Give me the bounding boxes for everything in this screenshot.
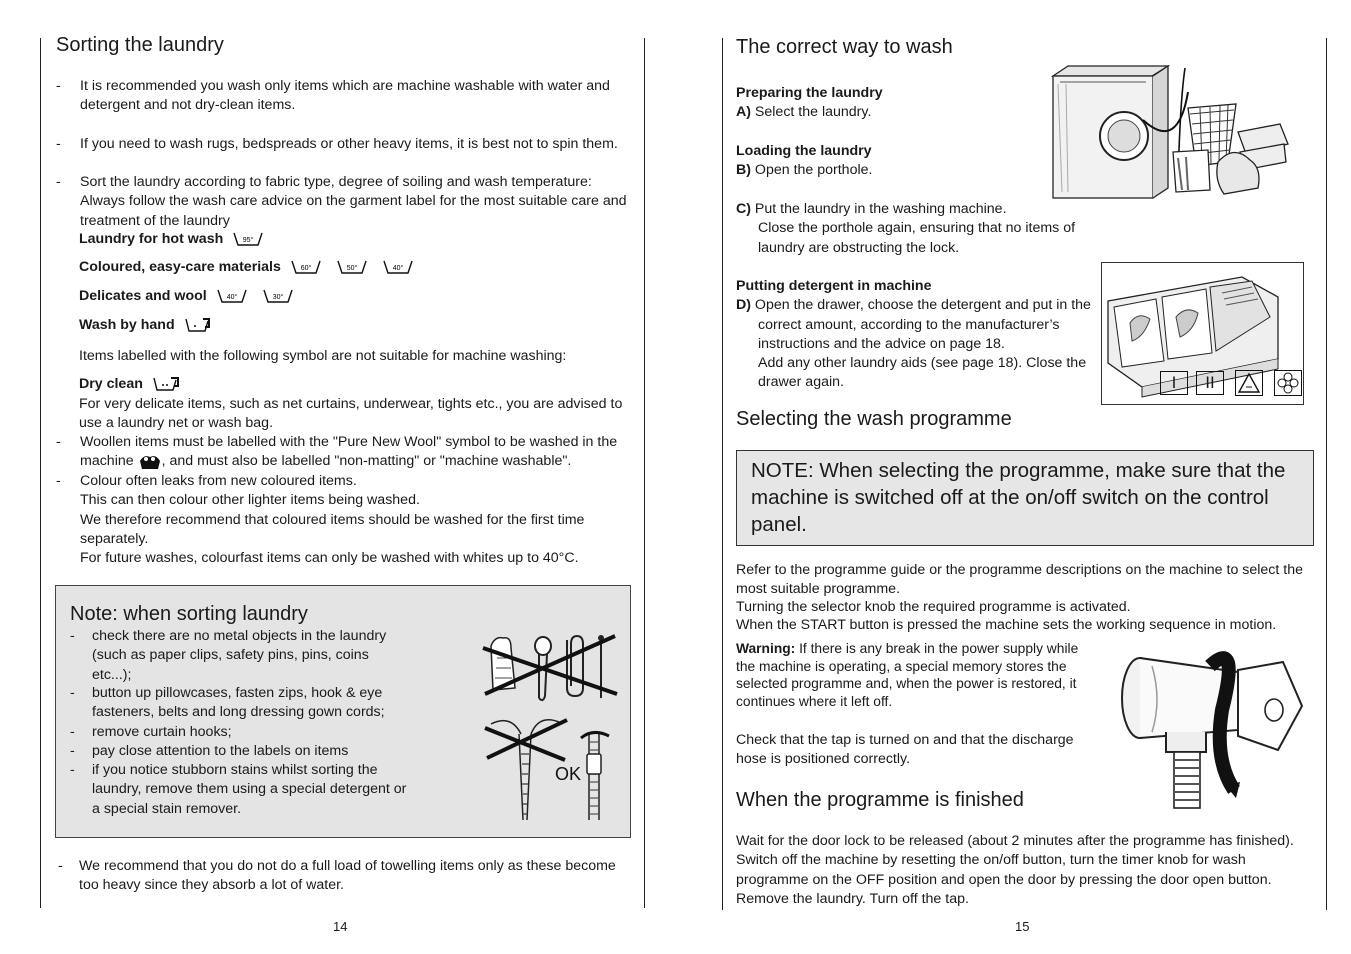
- wash-tub-50-icon: [337, 259, 367, 275]
- right-page-rule: [1326, 38, 1327, 910]
- loading-block: Loading the laundry B) Open the porthole.: [736, 142, 1056, 181]
- detergent-drawer-figure: [1101, 262, 1304, 405]
- tap-text: Check that the tap is turned on and that the discharge hose is positioned correctly.: [736, 732, 1074, 768]
- bleach-triangle-icon: [1235, 370, 1263, 396]
- svg-text:40°: 40°: [392, 265, 404, 273]
- svg-text:95°: 95°: [242, 237, 254, 245]
- ok-label: OK: [555, 764, 582, 784]
- delicates-label: Delicates and wool: [79, 288, 207, 304]
- finished-text: Wait for the door lock to be released (about 2 minutes after the programme has finished). Switch off the machine by resetting the on/off button, turn the timer knob for wash programme on the OFF position and open the door by pressing the door open button. Remove the laundry. Turn off the tap.: [736, 833, 1294, 907]
- wash-tub-30-icon: [263, 288, 293, 304]
- dry-clean-text: For very delicate items, such as net curtains, underwear, tights etc., you are advised to use a laundry net or wash bag.: [79, 396, 623, 432]
- wash-tub-95-icon: [233, 231, 263, 247]
- coloured-label: Coloured, easy-care materials: [79, 259, 281, 275]
- water-tap-illustration: [1118, 640, 1308, 815]
- wool-text-2: , and must also be labelled "non-matting" or "machine washable".: [161, 453, 572, 470]
- preparing-block: Preparing the laundry A) Select the laundry.: [736, 84, 1056, 123]
- hand-wash-icon: [185, 317, 211, 333]
- right-margin-rule: [722, 38, 723, 910]
- unsuitable-text: Items labelled with the following symbol are not suitable for machine washing:: [79, 348, 567, 364]
- detergent-block: Putting detergent in machine D) Open the drawer, choose the detergent and put in the correct amount, according to the manufacturer’s instructions and the advice on page 18. Add any other laundry aids (see page 18). Close the drawer again.: [736, 278, 1091, 391]
- programme-note-box: NOTE: When selecting the programme, make sure that the machine is switched off at the on/off switch on the control panel.: [736, 450, 1314, 546]
- washing-machine-illustration: [1048, 62, 1293, 202]
- wash-tub-40-icon: [383, 259, 413, 275]
- detergent-heading: Putting detergent in machine: [736, 278, 932, 294]
- step-c-block: C) Put the laundry in the washing machine. Close the porthole again, ensuring that no items of laundry are obstructing the lock.: [736, 201, 1076, 256]
- programme-instructions: [736, 561, 1311, 635]
- metal-objects-crossed-illustration: [481, 628, 621, 708]
- colour-line-1: Colour often leaks from new coloured items.: [80, 473, 357, 489]
- warning-text: Warning: If there is any break in the power supply while the machine is operating, a special memory stores the selected programme and, when the power is restored, it continues where it left off.: [736, 641, 1079, 710]
- svg-text:30°: 30°: [272, 294, 283, 302]
- sorting-note-box: Note: when sorting laundry - check there are no metal objects in the laundry (such as paper clips, safety pins, pins, coins etc...); - button up pillowcases, fasten zips, hook & eye fasteners, belts and long dressing gown cords; - remove curtain hooks; - pay close attention to the labels on items - if you notice stubborn stains whilst sorting the laundry, remove them using a special detergent or a special stain remover. OK: [55, 585, 631, 838]
- dry-clean-label: Dry clean: [79, 376, 143, 392]
- wool-text-1: Woollen items must be labelled with the "Pure New Wool" symbol to be washed in the machine: [80, 434, 618, 470]
- wash-tub-60-icon: [291, 259, 321, 275]
- wool-machine-wash-icon: [138, 453, 162, 471]
- svg-text:60°: 60°: [300, 265, 312, 273]
- coloured-row: [79, 259, 413, 279]
- hot-wash-row: [79, 231, 263, 251]
- hand-wash-label: Wash by hand: [79, 317, 175, 333]
- colour-line-4: For future washes, colourfast items can only be washed with whites up to 40°C.: [80, 550, 579, 567]
- loading-heading: Loading the laundry: [736, 143, 872, 159]
- start-text: When the START button is pressed the machine sets the working sequence in motion.: [736, 616, 1277, 633]
- colour-line-3: We therefore recommend that coloured items should be washed for the first time separately.: [80, 511, 585, 547]
- drawer-compartment-label-1: I: [1160, 371, 1188, 395]
- right-page-title: The correct way to wash: [736, 36, 953, 58]
- svg-text:40°: 40°: [226, 294, 237, 302]
- hand-wash-row: [79, 317, 211, 337]
- dry-clean-row: [79, 376, 181, 396]
- page-number-right: 15: [1015, 919, 1030, 934]
- dry-clean-crossed-tub-icon: [153, 376, 181, 392]
- delicates-row: [79, 288, 293, 308]
- softener-flower-icon: [1274, 370, 1302, 396]
- page-number-left: 14: [333, 919, 348, 934]
- sorting-note-title: Note: when sorting laundry: [70, 603, 308, 625]
- zipper-illustration: [481, 714, 621, 824]
- left-page-title: Sorting the laundry: [56, 34, 224, 56]
- preparing-heading: Preparing the laundry: [736, 85, 883, 101]
- hot-wash-label: Laundry for hot wash: [79, 231, 224, 247]
- selector-text: Turning the selector knob the required programme is activated.: [736, 598, 1131, 615]
- left-margin-rule: [40, 38, 41, 908]
- drawer-compartment-label-2: II: [1196, 371, 1224, 395]
- wash-tub-40-delicate-icon: [217, 288, 247, 304]
- left-page-rule: [644, 38, 645, 908]
- programme-title: Selecting the wash programme: [736, 408, 1012, 430]
- refer-text: Refer to the programme guide or the programme descriptions on the machine to select the most suitable programme.: [736, 562, 1304, 598]
- colour-line-2: This can then colour other lighter items being washed.: [80, 492, 420, 509]
- svg-text:50°: 50°: [346, 265, 358, 273]
- finished-title: When the programme is finished: [736, 789, 1024, 811]
